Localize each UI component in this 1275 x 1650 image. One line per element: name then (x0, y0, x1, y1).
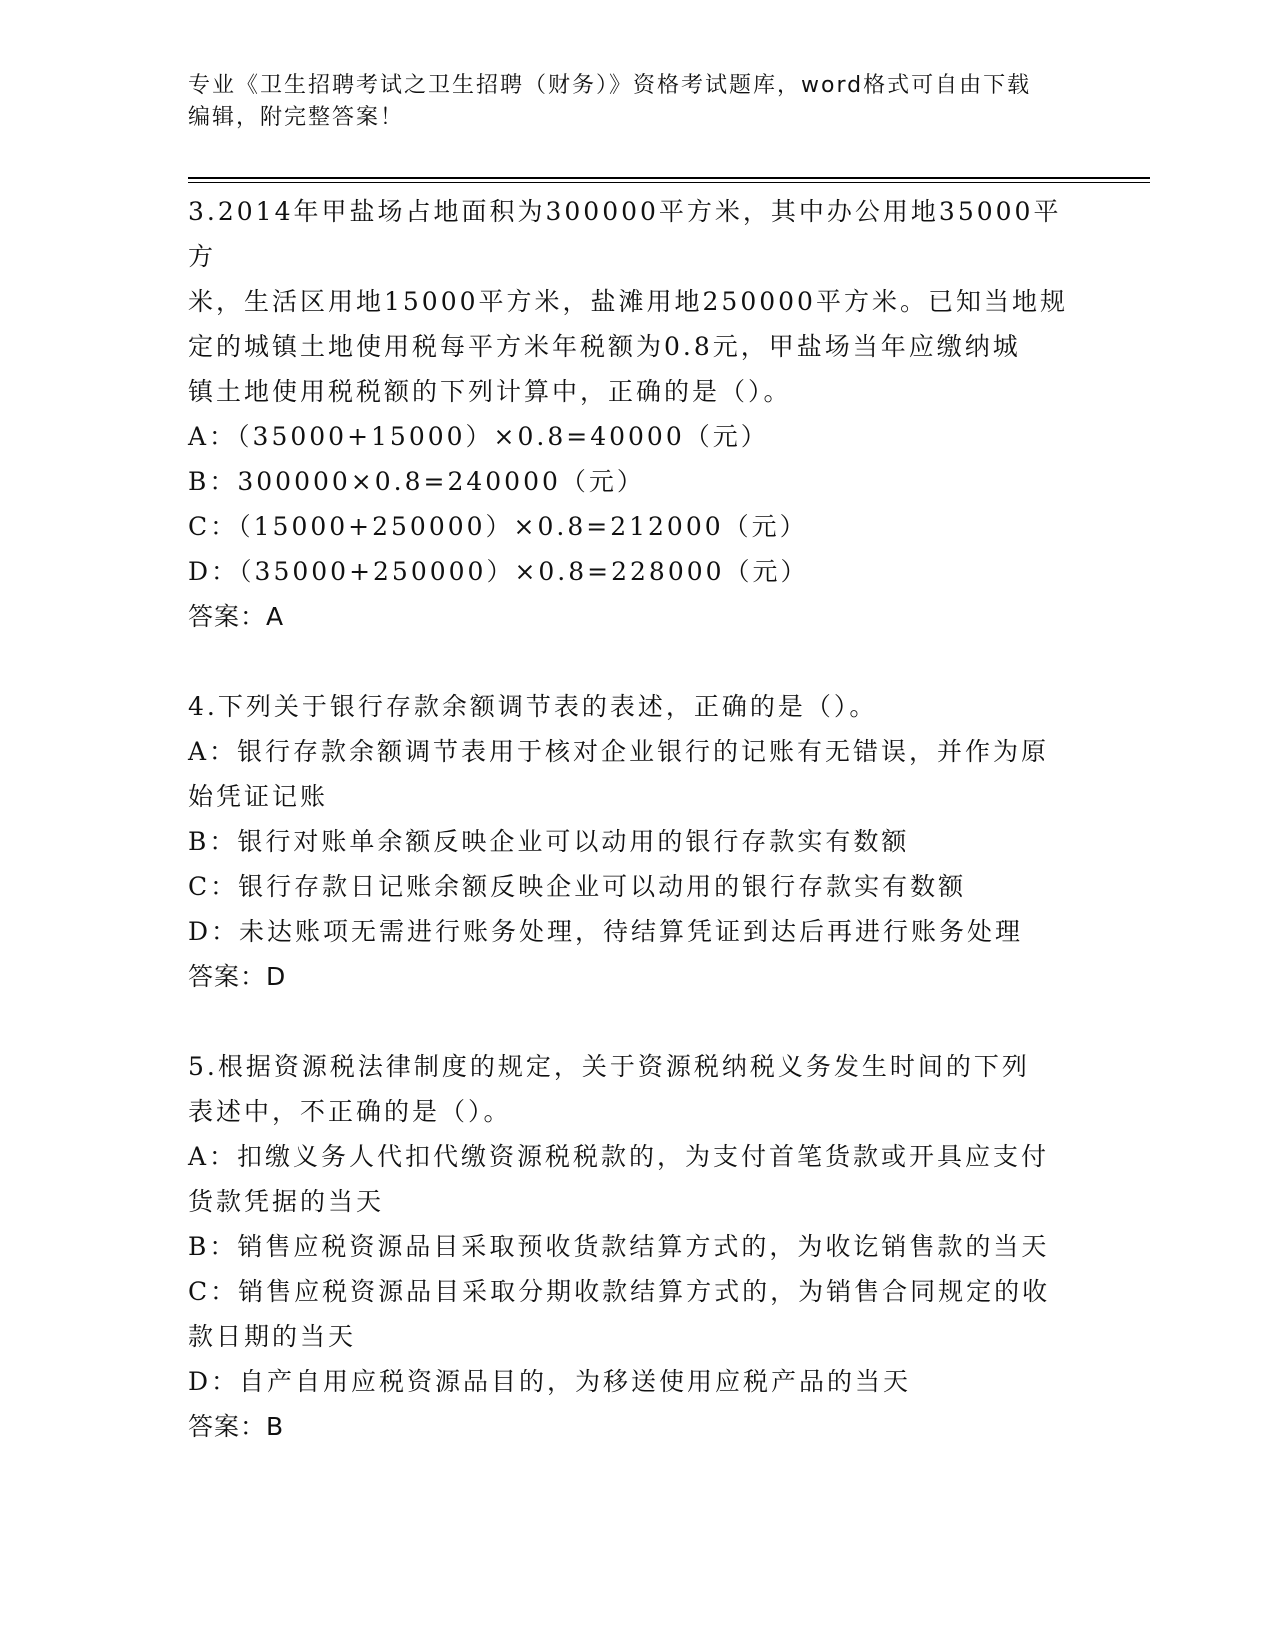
question-3 (188, 189, 1088, 639)
question-spacer (188, 999, 1088, 1044)
page-header (188, 70, 1068, 134)
option-b: B：销售应税资源品目采取预收货款结算方式的，为收讫销售款的当天 (188, 1232, 1050, 1261)
header-divider-thin (188, 182, 1150, 183)
option-a-continued: 货款凭据的当天 (188, 1187, 385, 1216)
question-stem-line: 4.下列关于银行存款余额调节表的表述，正确的是（）。 (188, 692, 878, 721)
answer-line: 答案：D (188, 962, 287, 991)
option-a: A：（35000+15000）×0.8=40000（元） (188, 422, 769, 451)
option-a: A：银行存款余额调节表用于核对企业银行的记账有无错误，并作为原 (188, 737, 1050, 766)
option-c: C：（15000+250000）×0.8=212000（元） (188, 512, 808, 541)
question-stem-line: 表述中，不正确的是（）。 (188, 1097, 512, 1126)
option-a: A：扣缴义务人代扣代缴资源税税款的，为支付首笔货款或开具应支付 (188, 1142, 1050, 1171)
question-spacer (188, 639, 1088, 684)
question-stem-line: 米，生活区用地15000平方米，盐滩用地250000平方米。已知当地规 (188, 287, 1068, 316)
option-a-continued: 始凭证记账 (188, 782, 329, 811)
question-4 (188, 684, 1088, 999)
question-5 (188, 1044, 1088, 1449)
answer-line: 答案：B (188, 1412, 285, 1441)
option-d: D：（35000+250000）×0.8=228000（元） (188, 557, 809, 586)
question-stem-line: 定的城镇土地使用税每平方米年税额为0.8元，甲盐场当年应缴纳城 (188, 332, 1021, 361)
header-divider-thick (188, 177, 1150, 179)
question-stem-line: 3.2014年甲盐场占地面积为300000平方米，其中办公用地35000平方 (188, 197, 1062, 271)
option-c: C：银行存款日记账余额反映企业可以动用的银行存款实有数额 (188, 872, 967, 901)
option-b: B：银行对账单余额反映企业可以动用的银行存款实有数额 (188, 827, 910, 856)
question-list (188, 189, 1088, 1449)
answer-line: 答案：A (188, 602, 285, 631)
question-stem-line: 5.根据资源税法律制度的规定，关于资源税纳税义务发生时间的下列 (188, 1052, 1030, 1081)
option-c: C：销售应税资源品目采取分期收款结算方式的，为销售合同规定的收 (188, 1277, 1051, 1306)
option-b: B：300000×0.8=240000（元） (188, 467, 645, 496)
option-d: D：未达账项无需进行账务处理，待结算凭证到达后再进行账务处理 (188, 917, 1024, 946)
header-line-1: 专业《卫生招聘考试之卫生招聘（财务）》资格考试题库，word格式可自由下载 (188, 73, 1032, 98)
header-line-2: 编辑，附完整答案！ (188, 105, 405, 130)
option-d: D：自产自用应税资源品目的，为移送使用应税产品的当天 (188, 1367, 912, 1396)
question-stem-line: 镇土地使用税税额的下列计算中，正确的是（）。 (188, 377, 792, 406)
option-c-continued: 款日期的当天 (188, 1322, 357, 1351)
